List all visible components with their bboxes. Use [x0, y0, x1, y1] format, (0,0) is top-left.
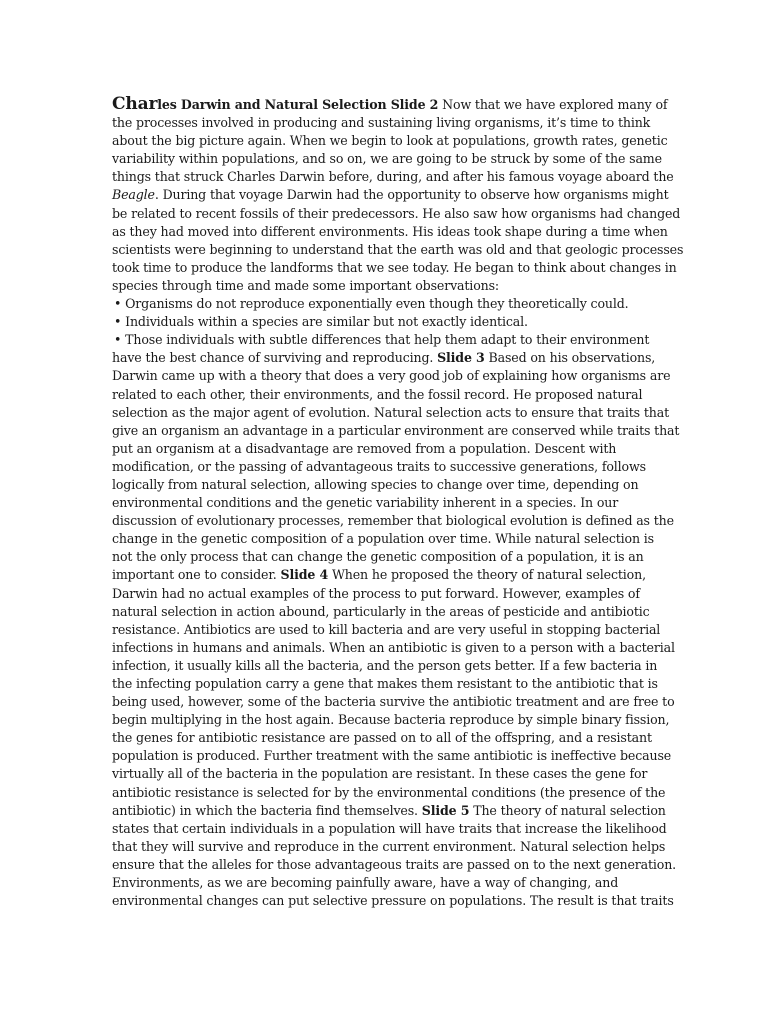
text-line: scientists were beginning to understand that the earth was old and that geologic processes — [112, 241, 684, 257]
text-line: virtually all of the bacteria in the population are resistant. In these cases the gene for — [112, 766, 648, 782]
text-line: resistance. Antibiotics are used to kill bacteria and are very useful in stopping bacterial — [112, 621, 661, 637]
text-line: ensure that the alleles for those advantageous traits are passed on to the next generation. — [112, 856, 677, 872]
text-line: about the big picture again. When we begin to look at populations, growth rates, genetic — [112, 133, 668, 149]
text-line: took time to produce the landforms that we see today. He began to think about changes in — [112, 259, 677, 275]
text-line — [112, 349, 660, 367]
text-line: states that certain individuals in a population will have traits that increase the likelihood — [112, 820, 667, 836]
text-line: infections in humans and animals. When an antibiotic is given to a person with a bacterial — [112, 639, 675, 655]
text-line: the infecting population carry a gene that makes them resistant to the antibiotic that is — [112, 676, 658, 691]
text-line: variability within populations, and so on, we are going to be struck by some of the same — [112, 151, 662, 167]
text-line: Environments, as we are becoming painfully aware, have a way of changing, and — [112, 875, 619, 891]
text-line — [112, 566, 660, 584]
text-line — [112, 94, 668, 114]
text-line — [112, 186, 669, 204]
text-line: that they will survive and reproduce in the current environment. Natural selection helps — [112, 838, 666, 854]
text-run: . During that voyage Darwin had the opportunity to observe how organisms might — [154, 187, 669, 203]
text-line: not the only process that can change the genetic composition of a population, it is an — [112, 549, 644, 565]
title-rest: les Darwin and Natural Selection Slide 2 — [157, 97, 439, 112]
text-line: modification, or the passing of advantageous traits to successive generations, follows — [112, 458, 646, 474]
text-line: Darwin had no actual examples of the process to put forward. However, examples of — [112, 585, 640, 601]
text-line: environmental conditions and the genetic variability inherent in a species. In our — [112, 495, 619, 511]
text-line: be related to recent fossils of their predecessors. He also saw how organisms had changed — [112, 205, 681, 221]
text-run: antibiotic) in which the bacteria find themselves. — [112, 802, 418, 818]
text-run: Based on his observations, — [488, 350, 656, 366]
text-line: being used, however, some of the bacteria survive the antibiotic treatment and are free to — [112, 694, 675, 710]
text-line: population is produced. Further treatment with the same antibiotic is ineffective because — [112, 748, 672, 764]
text-run: have the best chance of surviving and reproducing. — [112, 350, 434, 366]
text-line: environmental changes can put selective pressure on populations. The result is that traits — [112, 893, 674, 909]
text-line — [112, 802, 666, 820]
text-line: begin multiplying in the host again. Because bacteria reproduce by simple binary fission, — [112, 712, 670, 728]
text-line: antibiotic resistance is selected for by the environmental conditions (the presence of the — [112, 784, 666, 800]
text-line: natural selection in action abound, particularly in the areas of pesticide and antibiotic — [112, 603, 650, 619]
title-initial: Char — [112, 94, 158, 114]
text-line: things that struck Charles Darwin before, during, and after his famous voyage aboard the — [112, 169, 674, 185]
text-line: discussion of evolutionary processes, remember that biological evolution is defined as the — [112, 513, 674, 529]
text-line: species through time and made some important observations: — [112, 277, 499, 293]
text-run: Now that we have explored many of — [442, 97, 668, 112]
bullet-item: • Organisms do not reproduce exponentially even though they theoretically could. — [114, 296, 629, 312]
text-line: the processes involved in producing and sustaining living organisms, it’s time to think — [112, 115, 651, 131]
slide-marker: Slide 5 — [421, 802, 470, 818]
document-body — [112, 94, 684, 910]
slide-marker: Slide 4 — [280, 567, 329, 583]
bullet-item: • Those individuals with subtle differences that help them adapt to their environment — [114, 332, 650, 348]
text-line: related to each other, their environments, and the fossil record. He proposed natural — [112, 386, 643, 402]
document-title — [112, 94, 439, 114]
text-line: change in the genetic composition of a population over time. While natural selection is — [112, 531, 654, 547]
text-run: The theory of natural selection — [473, 802, 666, 818]
text-line: logically from natural selection, allowing species to change over time, depending on — [112, 476, 639, 492]
text-line: put an organism at a disadvantage are removed from a population. Descent with — [112, 440, 617, 456]
text-line: Darwin came up with a theory that does a very good job of explaining how organisms are — [112, 368, 671, 384]
slide-marker: Slide 3 — [437, 350, 485, 366]
bullet-item: • Individuals within a species are similar but not exactly identical. — [114, 314, 528, 330]
text-line: the genes for antibiotic resistance are passed on to all of the offspring, and a resistant — [112, 730, 652, 746]
text-line: infection, it usually kills all the bacteria, and the person gets better. If a few bacteria in — [112, 657, 658, 673]
ship-name: Beagle — [112, 187, 155, 203]
text-run: important one to consider. — [112, 567, 277, 583]
text-line: as they had moved into different environments. His ideas took shape during a time when — [112, 223, 668, 239]
text-line: selection as the major agent of evolution. Natural selection acts to ensure that traits that — [112, 404, 669, 420]
text-run: When he proposed the theory of natural selection, — [331, 567, 646, 583]
text-line: give an organism an advantage in a particular environment are conserved while traits that — [112, 422, 680, 438]
